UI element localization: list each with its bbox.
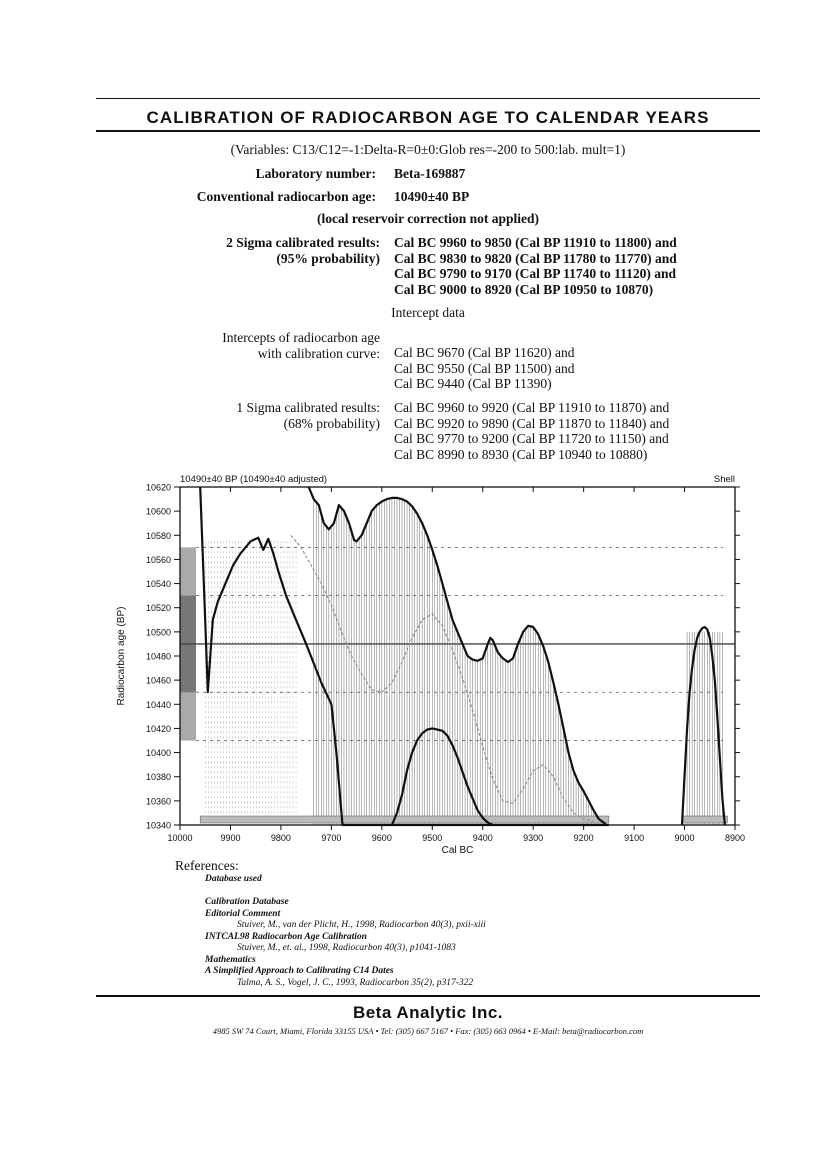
two-sigma-label: 2 Sigma calibrated results:	[226, 235, 380, 250]
reference-list	[175, 874, 486, 989]
two-sigma-labels	[96, 235, 380, 266]
company-address: 4985 SW 74 Court, Miami, Florida 33155 USA • Tel: (305) 667 5167 • Fax: (305) 663 0964 • E-Mail: beta@radiocarbon.com	[212, 1026, 644, 1036]
axis-ticks	[146, 483, 745, 844]
reference-line: Mathematics	[205, 954, 256, 965]
intercept-results	[394, 345, 575, 392]
two-sigma-result: Cal BC 9790 to 9170 (Cal BP 11740 to 11120) and	[394, 266, 677, 281]
x-tick-label: 9900	[220, 833, 241, 843]
reservoir-note: (local reservoir correction not applied)	[317, 211, 539, 226]
y-tick-label: 10400	[145, 748, 171, 759]
two-sigma-result: Cal BC 9960 to 9850 (Cal BP 11910 to 11800) and	[394, 235, 677, 250]
y-tick-label: 10420	[145, 723, 171, 734]
one-sigma-result: Cal BC 9920 to 9890 (Cal BP 11870 to 11840) and	[394, 415, 670, 431]
y-tick-label: 10620	[145, 482, 171, 493]
x-tick-label: 9100	[624, 833, 645, 843]
one-sigma-result: Cal BC 9770 to 9200 (Cal BP 11720 to 11150) and	[394, 431, 669, 446]
y-tick-label: 10360	[145, 796, 171, 807]
y-tick-label: 10580	[145, 530, 171, 541]
y-tick-label: 10460	[145, 675, 171, 686]
variables-line: (Variables: C13/C12=-1:Delta-R=0±0:Glob res=-200 to 500:lab. mult=1)	[230, 142, 626, 157]
reference-line: Editorial Comment	[205, 908, 281, 919]
x-tick-label: 9600	[371, 833, 392, 843]
one-sigma-result: Cal BC 8990 to 8930 (Cal BP 10940 to 10880)	[394, 446, 648, 462]
intercept-result: Cal BC 9670 (Cal BP 11620) and	[394, 345, 575, 360]
two-sigma-probability: (95% probability)	[276, 250, 380, 266]
intercept-labels	[96, 330, 380, 361]
title-underline	[96, 130, 760, 132]
reference-line: Calibration Database	[205, 897, 289, 907]
page-title: CALIBRATION OF RADIOCARBON AGE TO CALENDAR YEARS	[146, 108, 710, 127]
material-label: Shell	[713, 474, 735, 485]
two-sigma-result: Cal BC 9830 to 9820 (Cal BP 11780 to 11770) and	[394, 250, 677, 266]
x-tick-label: 9400	[472, 833, 493, 843]
reference-line: Database used	[205, 874, 262, 884]
reference-line	[205, 886, 486, 898]
one-sigma-results	[394, 400, 669, 462]
intercept-label-2: with calibration curve:	[257, 345, 380, 361]
top-rule	[96, 98, 760, 99]
y-tick-label: 10540	[145, 579, 171, 590]
range-bar	[200, 816, 609, 823]
references	[175, 858, 486, 989]
y-tick-label: 10480	[145, 651, 171, 662]
x-tick-label: 9200	[573, 833, 594, 843]
y-axis-label: Radiocarbon age (BP)	[116, 606, 127, 706]
reference-line: Talma, A. S., Vogel, J. C., 1993, Radiocarbon 35(2), p317-322	[237, 977, 474, 988]
intercept-label: Intercepts of radiocarbon age	[222, 330, 380, 345]
x-tick-label: 9700	[321, 833, 342, 843]
y-tick-label: 10340	[145, 820, 171, 831]
intercept-heading: Intercept data	[391, 305, 465, 320]
two-sigma-result: Cal BC 9000 to 8920 (Cal BP 10950 to 10870)	[394, 281, 654, 297]
footer-rule	[96, 995, 760, 997]
intercept-result: Cal BC 9440 (Cal BP 11390)	[394, 376, 552, 391]
reference-line: Stuiver, M., et. al., 1998, Radiocarbon 40(3), p1041-1083	[237, 943, 456, 953]
y-tick-label: 10600	[145, 506, 171, 517]
conventional-age-label: Conventional radiocarbon age:	[196, 189, 376, 204]
conventional-age-value: 10490±40 BP	[394, 189, 470, 204]
one-sigma-labels	[96, 400, 380, 431]
one-sigma-label: 1 Sigma calibrated results:	[236, 400, 380, 415]
lab-number-label: Laboratory number:	[255, 166, 376, 181]
x-tick-label: 9500	[422, 833, 443, 843]
references-heading: References:	[175, 858, 239, 873]
y-tick-label: 10440	[145, 699, 171, 710]
x-tick-label: 9300	[523, 833, 544, 843]
company-name: Beta Analytic Inc.	[352, 1003, 504, 1022]
x-tick-label: 9800	[270, 833, 291, 843]
reference-line: A Simplified Approach to Calibrating C14 Dates	[205, 966, 394, 976]
range-bar	[682, 816, 727, 823]
x-tick-label: 10000	[167, 833, 193, 843]
one-sigma-result: Cal BC 9960 to 9920 (Cal BP 11910 to 11870) and	[394, 400, 670, 415]
lab-number-value: Beta-169887	[394, 166, 466, 181]
one-sigma-probability: (68% probability)	[283, 415, 380, 431]
curve-outer-envelope	[309, 487, 609, 825]
two-sigma-results	[394, 235, 677, 297]
sample-age-label: 10490±40 BP (10490±40 adjusted)	[180, 474, 328, 485]
y-tick-label: 10520	[145, 603, 171, 614]
x-axis-label: Cal BC	[441, 845, 474, 856]
y-tick-label: 10560	[145, 554, 171, 565]
x-tick-label: 9000	[674, 833, 695, 843]
reference-line: INTCAL98 Radiocarbon Age Calibration	[205, 931, 367, 942]
curve-second-peak	[682, 627, 725, 825]
x-tick-label: 8900	[724, 833, 746, 843]
reference-line: Stuiver, M., van der Plicht, H., 1998, Radiocarbon 40(3), pxii-xiii	[237, 920, 486, 930]
y-tick-label: 10380	[145, 772, 171, 783]
y-tick-label: 10500	[145, 627, 171, 638]
intercept-result: Cal BC 9550 (Cal BP 11500) and	[394, 360, 575, 376]
calibration-chart	[110, 470, 760, 865]
